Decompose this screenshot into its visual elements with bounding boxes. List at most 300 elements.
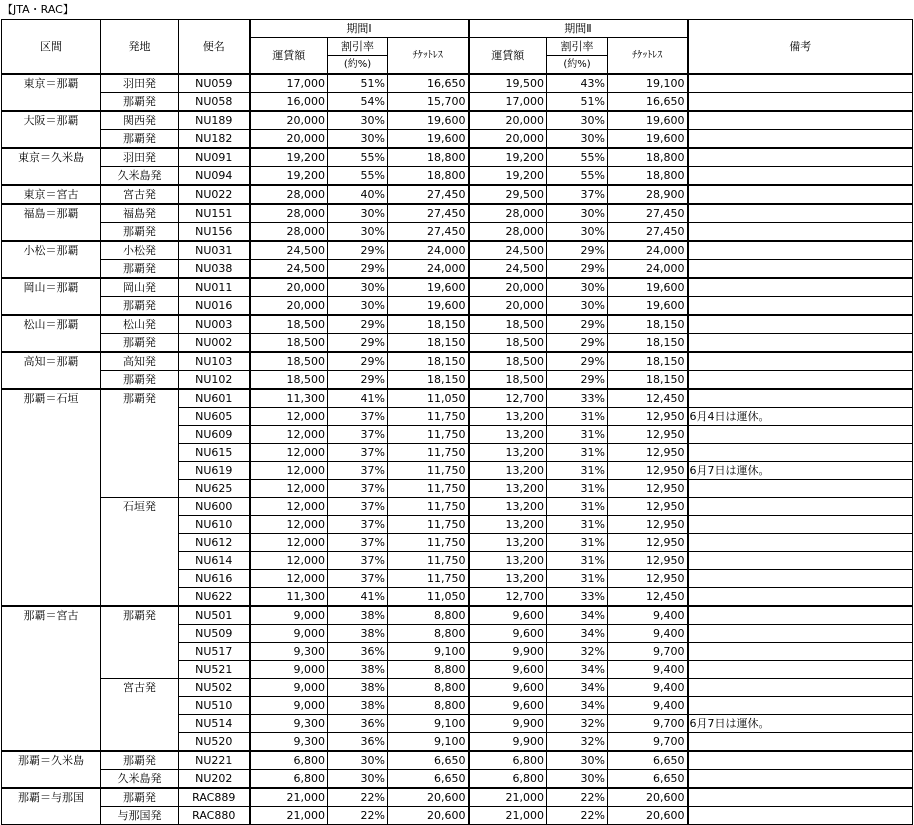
remarks-cell xyxy=(688,788,913,807)
remarks-cell xyxy=(688,516,913,534)
ticketless-1-cell: 27,450 xyxy=(388,204,469,223)
remarks-cell xyxy=(688,223,913,242)
fare-1-cell: 20,000 xyxy=(250,111,328,130)
discount-1-cell: 30% xyxy=(328,111,388,130)
remarks-cell xyxy=(688,297,913,316)
fare-1-cell: 9,000 xyxy=(250,625,328,643)
fare-1-cell: 19,200 xyxy=(250,167,328,186)
discount-2-cell: 30% xyxy=(547,111,608,130)
remarks-cell xyxy=(688,278,913,297)
origin-cell: 福島発 xyxy=(101,204,179,223)
discount-2-cell: 34% xyxy=(547,697,608,715)
fare-2-cell: 19,500 xyxy=(469,74,547,93)
ticketless-1-cell: 18,150 xyxy=(388,334,469,353)
discount-1-cell: 41% xyxy=(328,588,388,607)
origin-cell: 那覇発 xyxy=(101,130,179,149)
remarks-cell xyxy=(688,130,913,149)
fare-2-cell: 18,500 xyxy=(469,352,547,371)
table-row xyxy=(2,498,913,516)
discount-1-cell: 37% xyxy=(328,552,388,570)
discount-1-cell: 30% xyxy=(328,130,388,149)
origin-cell: 与那国発 xyxy=(101,807,179,825)
remarks-cell xyxy=(688,148,913,167)
discount-1-cell: 30% xyxy=(328,751,388,770)
ticketless-2-cell: 27,450 xyxy=(608,204,688,223)
route-cell: 那覇＝久米島 xyxy=(2,751,101,788)
table-row xyxy=(2,278,913,297)
flight-number-cell: NU615 xyxy=(179,444,250,462)
fare-2-cell: 29,500 xyxy=(469,185,547,204)
flight-number-cell: NU059 xyxy=(179,74,250,93)
fare-1-cell: 17,000 xyxy=(250,74,328,93)
header-discount-sub-1: (約%) xyxy=(328,56,388,75)
ticketless-2-cell: 19,100 xyxy=(608,74,688,93)
flight-number-cell: RAC880 xyxy=(179,807,250,825)
ticketless-2-cell: 18,150 xyxy=(608,334,688,353)
origin-cell: 那覇発 xyxy=(101,334,179,353)
header-discount-sub-2: (約%) xyxy=(547,56,608,75)
fare-2-cell: 9,600 xyxy=(469,679,547,697)
route-cell: 東京＝久米島 xyxy=(2,148,101,185)
fare-1-cell: 9,300 xyxy=(250,733,328,752)
discount-2-cell: 43% xyxy=(547,74,608,93)
ticketless-1-cell: 24,000 xyxy=(388,241,469,260)
header-period-1: 期間Ⅰ xyxy=(250,20,469,38)
fare-1-cell: 18,500 xyxy=(250,334,328,353)
header-discount-2: 割引率 xyxy=(547,38,608,56)
origin-cell: 那覇発 xyxy=(101,260,179,279)
header-fare-1: 運賃額 xyxy=(250,38,328,75)
flight-number-cell: NU016 xyxy=(179,297,250,316)
ticketless-1-cell: 8,800 xyxy=(388,625,469,643)
table-row xyxy=(2,185,913,204)
remarks-cell xyxy=(688,111,913,130)
fare-2-cell: 18,500 xyxy=(469,315,547,334)
remarks-cell xyxy=(688,498,913,516)
discount-1-cell: 38% xyxy=(328,679,388,697)
fare-2-cell: 20,000 xyxy=(469,278,547,297)
flight-number-cell: NU601 xyxy=(179,389,250,408)
fare-2-cell: 13,200 xyxy=(469,444,547,462)
discount-2-cell: 30% xyxy=(547,297,608,316)
ticketless-2-cell: 19,600 xyxy=(608,297,688,316)
origin-cell: 小松発 xyxy=(101,241,179,260)
ticketless-1-cell: 20,600 xyxy=(388,807,469,825)
flight-number-cell: NU622 xyxy=(179,588,250,607)
discount-1-cell: 37% xyxy=(328,570,388,588)
discount-2-cell: 30% xyxy=(547,204,608,223)
fare-1-cell: 12,000 xyxy=(250,534,328,552)
discount-1-cell: 36% xyxy=(328,733,388,752)
discount-2-cell: 31% xyxy=(547,426,608,444)
discount-2-cell: 29% xyxy=(547,241,608,260)
remarks-cell: 6月4日は運休。 xyxy=(688,408,913,426)
discount-1-cell: 51% xyxy=(328,74,388,93)
route-cell: 高知＝那覇 xyxy=(2,352,101,389)
ticketless-2-cell: 9,400 xyxy=(608,625,688,643)
origin-cell: 久米島発 xyxy=(101,770,179,789)
discount-1-cell: 54% xyxy=(328,93,388,112)
fare-2-cell: 6,800 xyxy=(469,770,547,789)
remarks-cell: 6月7日は運休。 xyxy=(688,715,913,733)
ticketless-1-cell: 18,150 xyxy=(388,371,469,390)
remarks-cell xyxy=(688,74,913,93)
fare-2-cell: 20,000 xyxy=(469,130,547,149)
remarks-cell: 6月7日は運休。 xyxy=(688,462,913,480)
remarks-cell xyxy=(688,204,913,223)
flight-number-cell: NU605 xyxy=(179,408,250,426)
fare-1-cell: 12,000 xyxy=(250,426,328,444)
fare-2-cell: 12,700 xyxy=(469,588,547,607)
fare-1-cell: 12,000 xyxy=(250,570,328,588)
origin-cell: 石垣発 xyxy=(101,498,179,607)
ticketless-1-cell: 11,750 xyxy=(388,408,469,426)
remarks-cell xyxy=(688,770,913,789)
header-discount-1: 割引率 xyxy=(328,38,388,56)
ticketless-2-cell: 9,400 xyxy=(608,661,688,679)
fare-2-cell: 12,700 xyxy=(469,389,547,408)
flight-number-cell: NU182 xyxy=(179,130,250,149)
discount-2-cell: 29% xyxy=(547,260,608,279)
table-row xyxy=(2,389,913,408)
ticketless-2-cell: 12,950 xyxy=(608,462,688,480)
remarks-cell xyxy=(688,334,913,353)
ticketless-1-cell: 11,750 xyxy=(388,552,469,570)
flight-number-cell: RAC889 xyxy=(179,788,250,807)
ticketless-2-cell: 24,000 xyxy=(608,260,688,279)
ticketless-2-cell: 19,600 xyxy=(608,278,688,297)
discount-1-cell: 38% xyxy=(328,625,388,643)
ticketless-1-cell: 27,450 xyxy=(388,223,469,242)
ticketless-1-cell: 20,600 xyxy=(388,788,469,807)
flight-number-cell: NU501 xyxy=(179,606,250,625)
ticketless-2-cell: 12,450 xyxy=(608,588,688,607)
flight-number-cell: NU102 xyxy=(179,371,250,390)
fare-2-cell: 13,200 xyxy=(469,462,547,480)
origin-cell: 宮古発 xyxy=(101,185,179,204)
fare-1-cell: 21,000 xyxy=(250,807,328,825)
ticketless-1-cell: 11,050 xyxy=(388,389,469,408)
fare-1-cell: 21,000 xyxy=(250,788,328,807)
table-row xyxy=(2,260,913,279)
origin-cell: 羽田発 xyxy=(101,74,179,93)
discount-2-cell: 51% xyxy=(547,93,608,112)
remarks-cell xyxy=(688,679,913,697)
ticketless-2-cell: 20,600 xyxy=(608,807,688,825)
origin-cell: 那覇発 xyxy=(101,371,179,390)
fare-table xyxy=(1,19,913,825)
table-row xyxy=(2,770,913,789)
flight-number-cell: NU612 xyxy=(179,534,250,552)
flight-number-cell: NU156 xyxy=(179,223,250,242)
flight-number-cell: NU091 xyxy=(179,148,250,167)
ticketless-2-cell: 12,950 xyxy=(608,480,688,498)
remarks-cell xyxy=(688,570,913,588)
fare-2-cell: 9,600 xyxy=(469,661,547,679)
route-cell: 東京＝那覇 xyxy=(2,74,101,111)
origin-cell: 那覇発 xyxy=(101,751,179,770)
fare-2-cell: 9,900 xyxy=(469,643,547,661)
discount-1-cell: 37% xyxy=(328,534,388,552)
fare-2-cell: 19,200 xyxy=(469,148,547,167)
fare-2-cell: 20,000 xyxy=(469,297,547,316)
fare-2-cell: 9,900 xyxy=(469,733,547,752)
table-row xyxy=(2,111,913,130)
origin-cell: 那覇発 xyxy=(101,223,179,242)
table-row xyxy=(2,606,913,625)
ticketless-2-cell: 6,650 xyxy=(608,751,688,770)
origin-cell: 那覇発 xyxy=(101,93,179,112)
ticketless-2-cell: 9,700 xyxy=(608,715,688,733)
discount-2-cell: 33% xyxy=(547,588,608,607)
table-row xyxy=(2,751,913,770)
remarks-cell xyxy=(688,371,913,390)
remarks-cell xyxy=(688,697,913,715)
ticketless-2-cell: 27,450 xyxy=(608,223,688,242)
discount-1-cell: 29% xyxy=(328,241,388,260)
fare-2-cell: 18,500 xyxy=(469,334,547,353)
table-row xyxy=(2,74,913,93)
fare-2-cell: 13,200 xyxy=(469,408,547,426)
remarks-cell xyxy=(688,480,913,498)
fare-1-cell: 12,000 xyxy=(250,444,328,462)
flight-number-cell: NU517 xyxy=(179,643,250,661)
ticketless-1-cell: 9,100 xyxy=(388,643,469,661)
fare-2-cell: 20,000 xyxy=(469,111,547,130)
fare-2-cell: 6,800 xyxy=(469,751,547,770)
flight-number-cell: NU619 xyxy=(179,462,250,480)
discount-1-cell: 40% xyxy=(328,185,388,204)
fare-1-cell: 16,000 xyxy=(250,93,328,112)
remarks-cell xyxy=(688,315,913,334)
discount-1-cell: 30% xyxy=(328,204,388,223)
discount-2-cell: 34% xyxy=(547,679,608,697)
fare-1-cell: 11,300 xyxy=(250,588,328,607)
fare-1-cell: 12,000 xyxy=(250,516,328,534)
ticketless-2-cell: 6,650 xyxy=(608,770,688,789)
fare-2-cell: 13,200 xyxy=(469,534,547,552)
flight-number-cell: NU609 xyxy=(179,426,250,444)
route-cell: 東京＝宮古 xyxy=(2,185,101,204)
flight-number-cell: NU022 xyxy=(179,185,250,204)
table-row xyxy=(2,315,913,334)
discount-1-cell: 30% xyxy=(328,297,388,316)
discount-2-cell: 32% xyxy=(547,643,608,661)
ticketless-2-cell: 9,700 xyxy=(608,643,688,661)
discount-1-cell: 30% xyxy=(328,278,388,297)
origin-cell: 岡山発 xyxy=(101,278,179,297)
ticketless-1-cell: 16,650 xyxy=(388,74,469,93)
remarks-cell xyxy=(688,93,913,112)
ticketless-2-cell: 12,950 xyxy=(608,570,688,588)
remarks-cell xyxy=(688,733,913,752)
discount-1-cell: 22% xyxy=(328,788,388,807)
table-row xyxy=(2,371,913,390)
fare-2-cell: 9,600 xyxy=(469,625,547,643)
ticketless-1-cell: 11,750 xyxy=(388,444,469,462)
remarks-cell xyxy=(688,185,913,204)
ticketless-1-cell: 27,450 xyxy=(388,185,469,204)
discount-1-cell: 38% xyxy=(328,606,388,625)
remarks-cell xyxy=(688,426,913,444)
discount-2-cell: 31% xyxy=(547,552,608,570)
ticketless-2-cell: 19,600 xyxy=(608,111,688,130)
fare-2-cell: 28,000 xyxy=(469,223,547,242)
fare-1-cell: 28,000 xyxy=(250,204,328,223)
fare-2-cell: 9,600 xyxy=(469,606,547,625)
header-binmei: 便名 xyxy=(179,20,250,75)
ticketless-1-cell: 8,800 xyxy=(388,661,469,679)
flight-number-cell: NU502 xyxy=(179,679,250,697)
origin-cell: 那覇発 xyxy=(101,389,179,498)
ticketless-1-cell: 11,050 xyxy=(388,588,469,607)
discount-1-cell: 37% xyxy=(328,444,388,462)
fare-1-cell: 12,000 xyxy=(250,480,328,498)
discount-2-cell: 30% xyxy=(547,278,608,297)
ticketless-2-cell: 9,400 xyxy=(608,697,688,715)
header-kukan: 区間 xyxy=(2,20,101,75)
ticketless-1-cell: 11,750 xyxy=(388,516,469,534)
discount-2-cell: 29% xyxy=(547,334,608,353)
fare-1-cell: 11,300 xyxy=(250,389,328,408)
origin-cell: 那覇発 xyxy=(101,788,179,807)
ticketless-1-cell: 18,150 xyxy=(388,352,469,371)
ticketless-1-cell: 19,600 xyxy=(388,111,469,130)
discount-1-cell: 41% xyxy=(328,389,388,408)
fare-1-cell: 9,300 xyxy=(250,643,328,661)
discount-1-cell: 36% xyxy=(328,643,388,661)
discount-1-cell: 55% xyxy=(328,167,388,186)
fare-1-cell: 24,500 xyxy=(250,241,328,260)
discount-2-cell: 33% xyxy=(547,389,608,408)
remarks-cell xyxy=(688,260,913,279)
fare-1-cell: 9,000 xyxy=(250,606,328,625)
flight-number-cell: NU509 xyxy=(179,625,250,643)
ticketless-1-cell: 24,000 xyxy=(388,260,469,279)
table-row xyxy=(2,223,913,242)
table-row xyxy=(2,167,913,186)
discount-2-cell: 31% xyxy=(547,498,608,516)
ticketless-2-cell: 9,400 xyxy=(608,679,688,697)
table-row xyxy=(2,241,913,260)
ticketless-2-cell: 12,450 xyxy=(608,389,688,408)
ticketless-1-cell: 15,700 xyxy=(388,93,469,112)
table-row xyxy=(2,788,913,807)
discount-1-cell: 29% xyxy=(328,315,388,334)
ticketless-1-cell: 11,750 xyxy=(388,498,469,516)
discount-2-cell: 37% xyxy=(547,185,608,204)
fare-2-cell: 21,000 xyxy=(469,788,547,807)
discount-1-cell: 37% xyxy=(328,498,388,516)
fare-1-cell: 12,000 xyxy=(250,552,328,570)
origin-cell: 那覇発 xyxy=(101,297,179,316)
discount-1-cell: 38% xyxy=(328,697,388,715)
fare-1-cell: 28,000 xyxy=(250,223,328,242)
header-hatchi: 発地 xyxy=(101,20,179,75)
flight-number-cell: NU038 xyxy=(179,260,250,279)
route-cell: 那覇＝与那国 xyxy=(2,788,101,825)
fare-1-cell: 9,000 xyxy=(250,661,328,679)
origin-cell: 松山発 xyxy=(101,315,179,334)
origin-cell: 久米島発 xyxy=(101,167,179,186)
flight-number-cell: NU011 xyxy=(179,278,250,297)
fare-1-cell: 18,500 xyxy=(250,352,328,371)
discount-2-cell: 31% xyxy=(547,444,608,462)
flight-number-cell: NU151 xyxy=(179,204,250,223)
fare-1-cell: 20,000 xyxy=(250,278,328,297)
discount-1-cell: 36% xyxy=(328,715,388,733)
ticketless-1-cell: 8,800 xyxy=(388,606,469,625)
discount-2-cell: 30% xyxy=(547,751,608,770)
header-period-2: 期間Ⅱ xyxy=(469,20,688,38)
fare-2-cell: 24,500 xyxy=(469,260,547,279)
ticketless-2-cell: 12,950 xyxy=(608,552,688,570)
table-row xyxy=(2,204,913,223)
flight-number-cell: NU031 xyxy=(179,241,250,260)
fare-1-cell: 9,000 xyxy=(250,679,328,697)
fare-2-cell: 13,200 xyxy=(469,552,547,570)
fare-1-cell: 28,000 xyxy=(250,185,328,204)
ticketless-1-cell: 19,600 xyxy=(388,130,469,149)
ticketless-2-cell: 12,950 xyxy=(608,516,688,534)
ticketless-2-cell: 28,900 xyxy=(608,185,688,204)
header-ticketless-1: ﾁｹｯﾄﾚｽ xyxy=(388,38,469,75)
fare-1-cell: 20,000 xyxy=(250,130,328,149)
ticketless-2-cell: 20,600 xyxy=(608,788,688,807)
flight-number-cell: NU094 xyxy=(179,167,250,186)
discount-2-cell: 31% xyxy=(547,408,608,426)
table-row xyxy=(2,334,913,353)
discount-1-cell: 22% xyxy=(328,807,388,825)
fare-2-cell: 24,500 xyxy=(469,241,547,260)
flight-number-cell: NU520 xyxy=(179,733,250,752)
discount-2-cell: 31% xyxy=(547,480,608,498)
table-row xyxy=(2,679,913,697)
fare-1-cell: 19,200 xyxy=(250,148,328,167)
discount-1-cell: 30% xyxy=(328,770,388,789)
ticketless-2-cell: 16,650 xyxy=(608,93,688,112)
route-cell: 小松＝那覇 xyxy=(2,241,101,278)
fare-1-cell: 18,500 xyxy=(250,371,328,390)
table-row xyxy=(2,93,913,112)
fare-2-cell: 28,000 xyxy=(469,204,547,223)
fare-2-cell: 13,200 xyxy=(469,480,547,498)
discount-1-cell: 29% xyxy=(328,260,388,279)
remarks-cell xyxy=(688,241,913,260)
discount-1-cell: 29% xyxy=(328,334,388,353)
flight-number-cell: NU003 xyxy=(179,315,250,334)
fare-table-body xyxy=(2,74,913,825)
table-row xyxy=(2,148,913,167)
discount-2-cell: 55% xyxy=(547,167,608,186)
fare-1-cell: 6,800 xyxy=(250,770,328,789)
remarks-cell xyxy=(688,751,913,770)
fare-2-cell: 13,200 xyxy=(469,498,547,516)
discount-1-cell: 30% xyxy=(328,223,388,242)
discount-1-cell: 37% xyxy=(328,426,388,444)
discount-1-cell: 55% xyxy=(328,148,388,167)
table-row xyxy=(2,297,913,316)
ticketless-2-cell: 12,950 xyxy=(608,444,688,462)
ticketless-2-cell: 9,700 xyxy=(608,733,688,752)
flight-number-cell: NU189 xyxy=(179,111,250,130)
table-row xyxy=(2,130,913,149)
discount-2-cell: 30% xyxy=(547,130,608,149)
discount-2-cell: 34% xyxy=(547,606,608,625)
ticketless-2-cell: 18,150 xyxy=(608,315,688,334)
flight-number-cell: NU103 xyxy=(179,352,250,371)
page-title: 【JTA・RAC】 xyxy=(2,3,74,16)
